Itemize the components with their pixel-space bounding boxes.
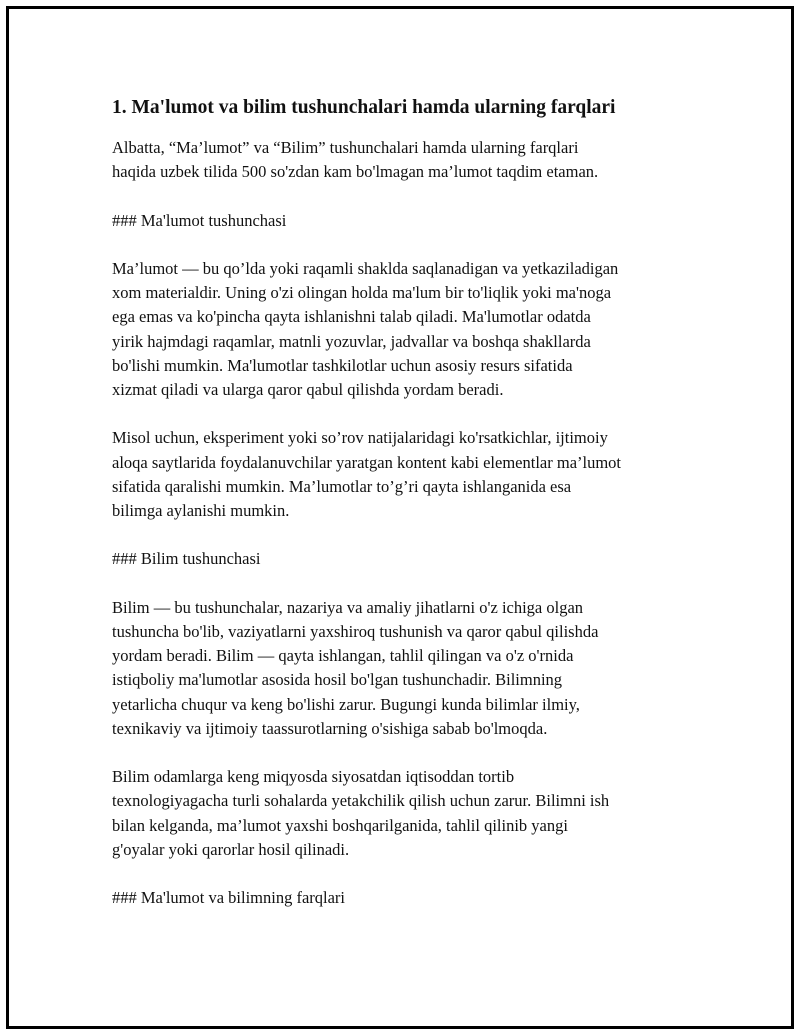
paragraph-line: yirik hajmdagi raqamlar, matnli yozuvlar, jadvallar va boshqa shakllarda bbox=[112, 331, 591, 351]
paragraph-line: tushuncha bo'lib, vaziyatlarni yaxshiroq tushunish va qaror qabul qilishda bbox=[112, 621, 599, 641]
paragraph-line: yordam beradi. Bilim — qayta ishlangan, tahlil qilingan va o'z o'rnida bbox=[112, 646, 574, 666]
paragraph-bilim-definition bbox=[112, 596, 702, 741]
paragraph-malumot-example bbox=[112, 426, 702, 523]
document-title: 1. Ma'lumot va bilim tushunchalari hamda ularning farqlari bbox=[112, 97, 616, 118]
paragraph-line: istiqboliy ma'lumotlar asosida hosil bo'lgan tushunchadir. Bilimning bbox=[112, 670, 563, 690]
paragraph-line: Misol uchun, eksperiment yoki so’rov natijalaridagi ko'rsatkichlar, ijtimoiy bbox=[112, 428, 608, 448]
intro-line: haqida uzbek tilida 500 so'zdan kam bo'lmagan ma’lumot taqdim etaman. bbox=[112, 162, 599, 182]
paragraph-line: yetarlicha chuqur va keng bo'lishi zarur. Bugungi kunda bilimlar ilmiy, bbox=[112, 694, 580, 714]
paragraph-line: xom materialdir. Uning o'zi olingan holda ma'lum bir to'liqlik yoki ma'noga bbox=[112, 283, 612, 303]
paragraph-line: Ma’lumot — bu qo’lda yoki raqamli shaklda saqlanadigan va yetkaziladigan bbox=[112, 258, 619, 278]
section-heading-farqlar: ### Ma'lumot va bilimning farqlari bbox=[112, 888, 346, 908]
paragraph-line: bo'lishi mumkin. Ma'lumotlar tashkilotlar uchun asosiy resurs sifatida bbox=[112, 355, 573, 375]
paragraph-line: texnikaviy va ijtimoiy taassurotlarning o'sishiga sabab bo'lmoqda. bbox=[112, 718, 548, 738]
paragraph-line: g'oyalar yoki qarorlar hosil qilinadi. bbox=[112, 839, 350, 859]
paragraph-line: sifatida qaralishi mumkin. Ma’lumotlar to’g’ri qayta ishlanganida esa bbox=[112, 476, 572, 496]
paragraph-line: bilimga aylanishi mumkin. bbox=[112, 501, 290, 520]
paragraph-bilim-usage bbox=[112, 765, 702, 862]
document-body bbox=[112, 96, 702, 935]
paragraph-line: xizmat qiladi va ularga qaror qabul qilishda yordam beradi. bbox=[112, 380, 504, 399]
intro-line: Albatta, “Ma’lumot” va “Bilim” tushunchalari hamda ularning farqlari bbox=[112, 138, 579, 157]
paragraph-line: ega emas va ko'pincha qayta ishlanishni talab qiladi. Ma'lumotlar odatda bbox=[112, 307, 591, 327]
intro-paragraph bbox=[112, 136, 702, 184]
paragraph-line: Bilim — bu tushunchalar, nazariya va amaliy jihatlarni o'z ichiga olgan bbox=[112, 597, 584, 617]
paragraph-malumot-definition bbox=[112, 257, 702, 402]
section-heading-malumot: ### Ma'lumot tushunchasi bbox=[112, 210, 287, 230]
section-heading-bilim: ### Bilim tushunchasi bbox=[112, 549, 261, 569]
paragraph-line: aloqa saytlarida foydalanuvchilar yaratgan kontent kabi elementlar ma’lumot bbox=[112, 452, 622, 472]
paragraph-line: texnologiyagacha turli sohalarda yetakchilik qilish uchun zarur. Bilimni ish bbox=[112, 791, 610, 811]
paragraph-line: bilan kelganda, ma’lumot yaxshi boshqarilganida, tahlil qilinib yangi bbox=[112, 815, 568, 835]
paragraph-line: Bilim odamlarga keng miqyosda siyosatdan iqtisoddan tortib bbox=[112, 767, 515, 787]
